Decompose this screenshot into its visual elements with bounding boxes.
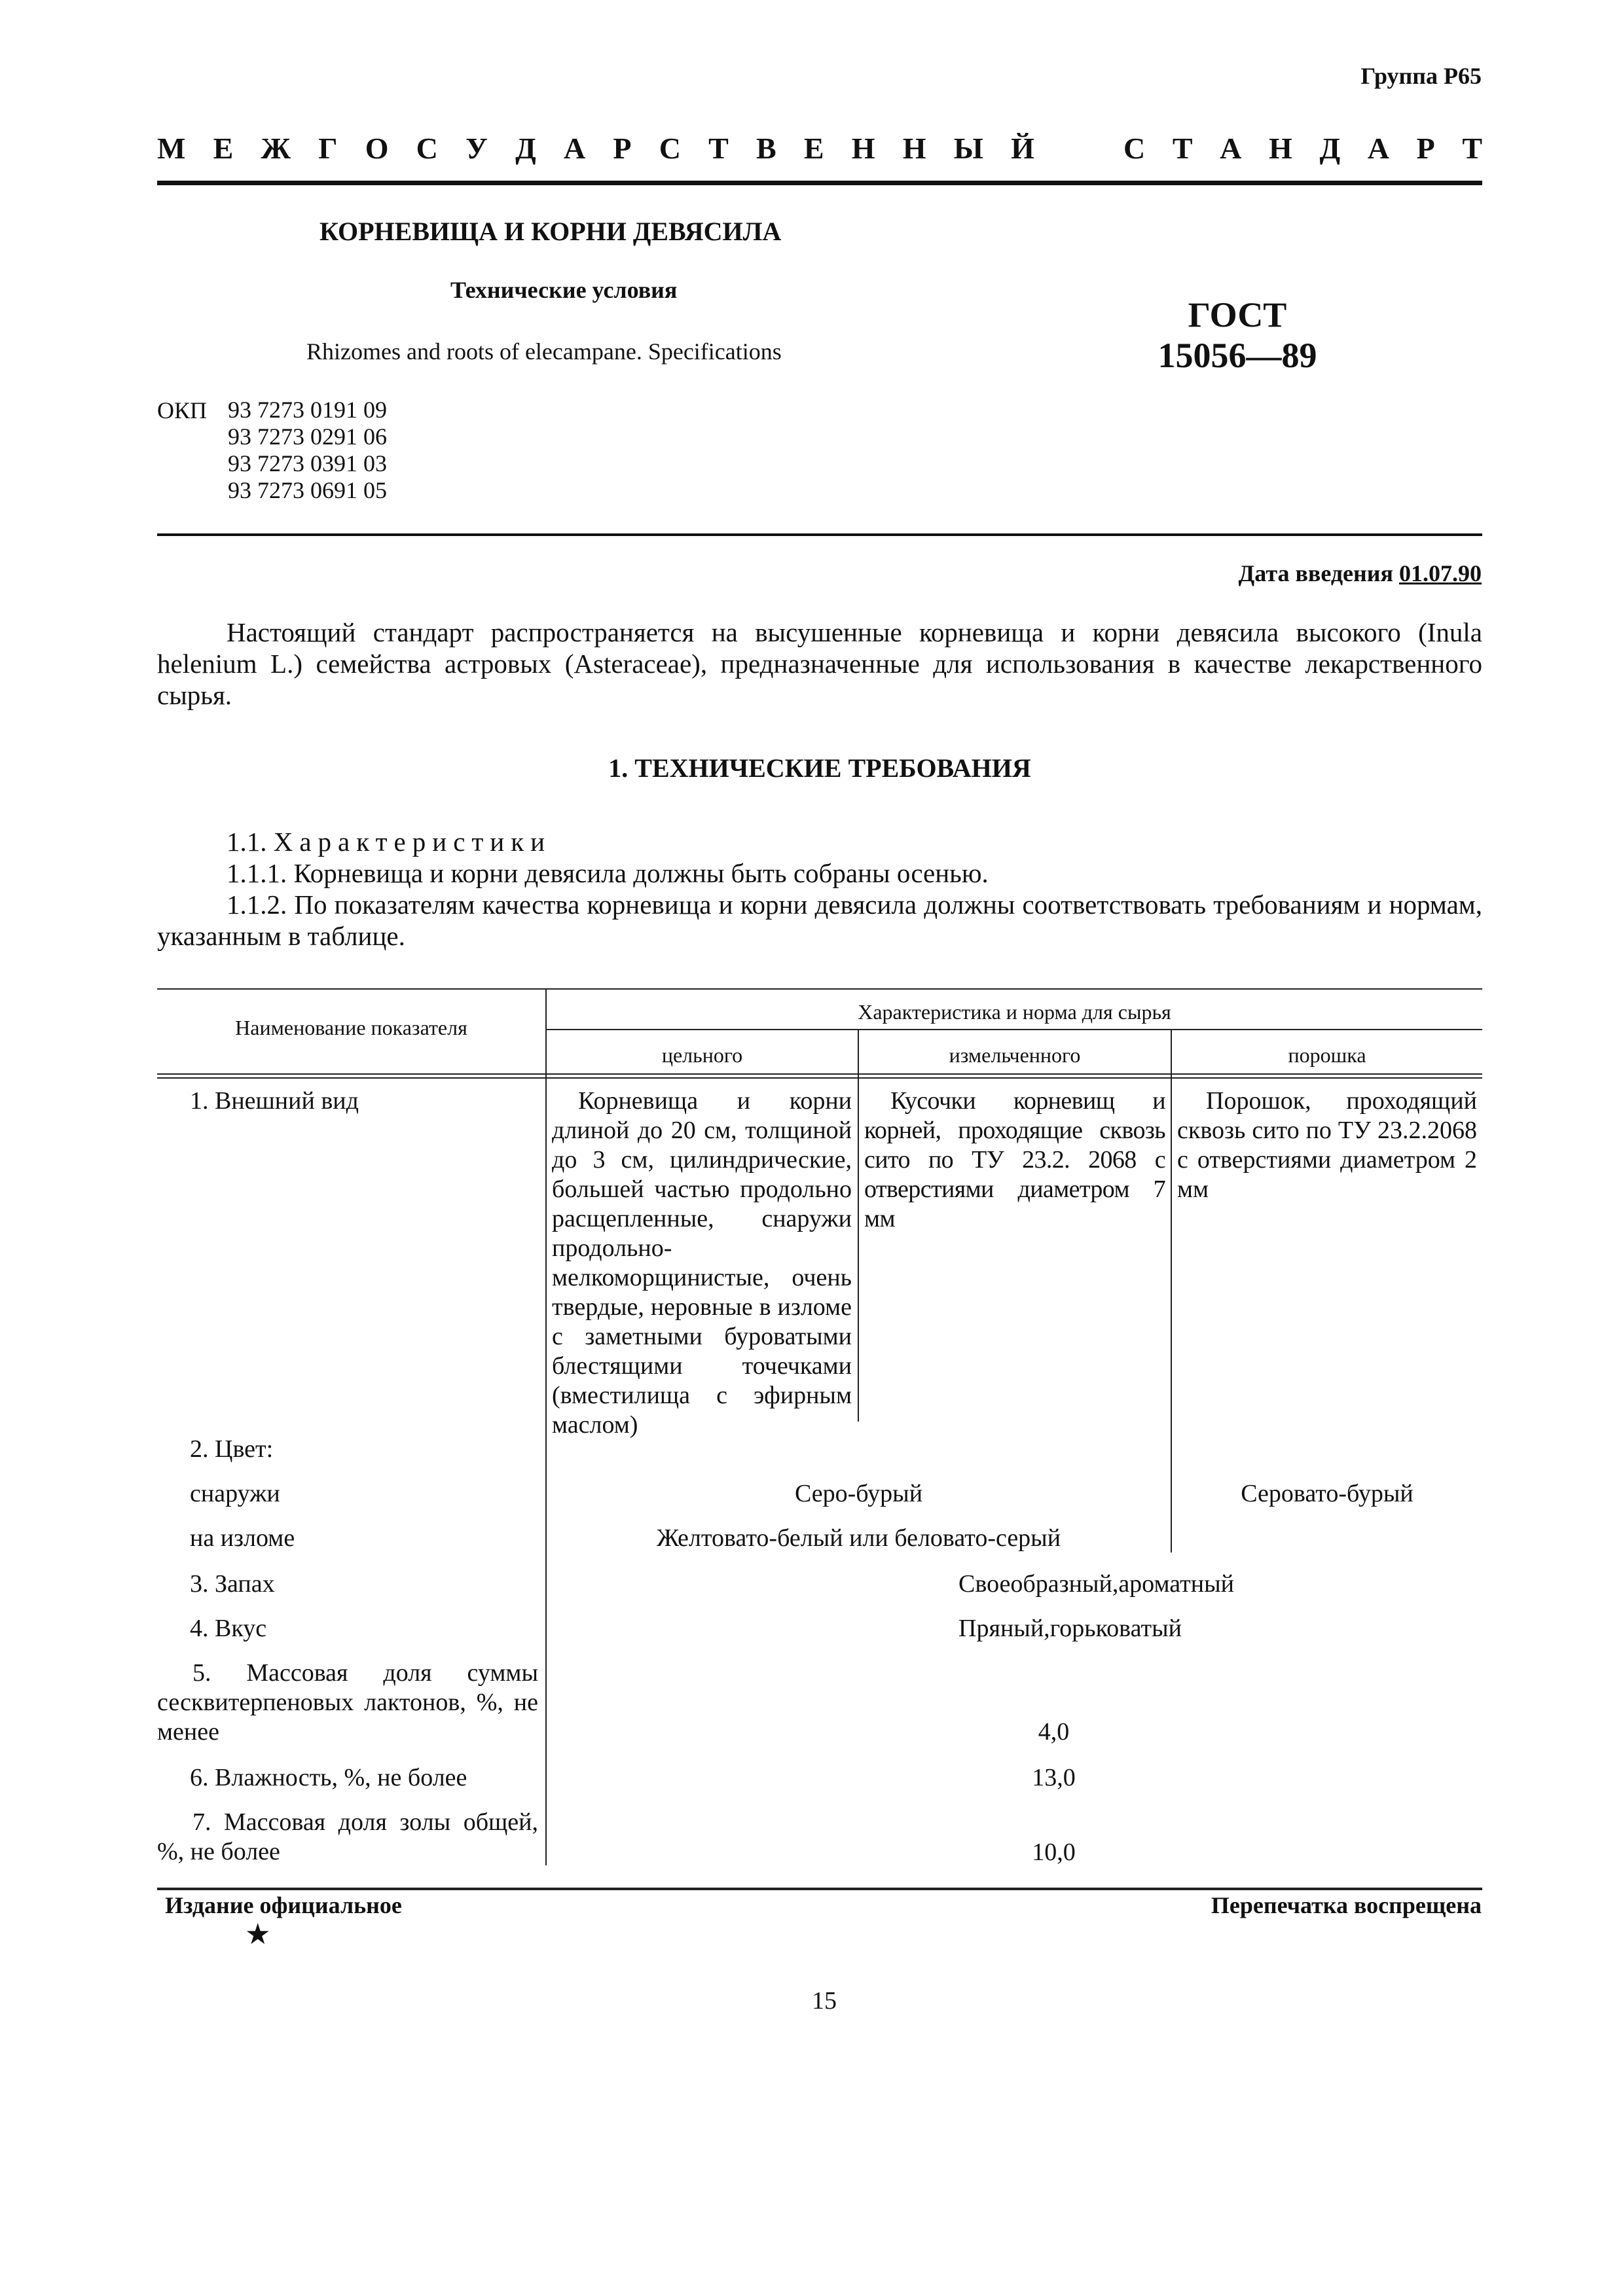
row-6-value: 13,0	[1032, 1764, 1076, 1791]
clause-1-1-title: Характеристики	[273, 827, 552, 857]
clause-1-1-number: 1.1.	[227, 827, 267, 857]
banner-letter: А	[563, 132, 586, 165]
banner-letter: В	[756, 132, 776, 165]
header-bottom-rule	[157, 533, 1482, 536]
banner-letter: С	[659, 132, 681, 165]
banner-letter: Е	[213, 132, 234, 165]
banner-letter: Н	[1269, 132, 1292, 165]
row-2b-name: на изломе	[190, 1524, 295, 1552]
table-header-rule	[157, 1073, 1482, 1075]
okp-code: 93 7273 0291 06	[228, 423, 387, 450]
row-2a-whole-cut: Серо-бурый	[794, 1480, 923, 1507]
banner-letter: М	[157, 132, 186, 165]
gost-number: 15056—89	[1158, 336, 1317, 375]
page-number: 15	[812, 1987, 837, 2015]
row-4-value: Пряный,горьковатый	[958, 1615, 1182, 1642]
row-2b-whole-cut: Желтовато-белый или беловато-серый	[656, 1524, 1061, 1552]
banner-letter: Р	[613, 132, 632, 165]
banner-letter: С	[1123, 132, 1146, 165]
banner-letter: Т	[708, 132, 729, 165]
clause-1-1-2: 1.1.2. По показателям качества корневища и корни девясила должны соответствовать требованиям и нормам, указанным в таблице.	[157, 889, 1482, 951]
reprint-prohibited: Перепечатка воспрещена	[1211, 1892, 1482, 1918]
banner-letter: С	[416, 132, 438, 165]
banner-letter: Г	[318, 132, 338, 165]
row-7-value: 10,0	[1032, 1839, 1076, 1866]
header-indicator-name: Наименование показателя	[235, 1016, 467, 1039]
banner-letter: Ж	[261, 132, 291, 165]
header-rule	[157, 181, 1482, 185]
banner-letter: Н	[851, 132, 875, 165]
banner-letter: У	[465, 132, 488, 165]
banner-letter: А	[1220, 132, 1242, 165]
banner-word-standard	[1123, 131, 1482, 166]
table-top-rule	[157, 988, 1482, 990]
table-vline-powder	[1171, 1029, 1172, 1552]
banner-letter: Е	[803, 132, 824, 165]
banner-letter: Н	[902, 132, 926, 165]
row-1-whole: Корневища и корни длиной до 20 см, толщиной до 3 см, цилиндрические, большей частью продольно расщепленные, снаружи продольно-мелкоморщинистые, очень твердые, неровные в изломе с заметными буроватыми блестящими точечками (вместилища с эфирным маслом)	[552, 1087, 852, 1439]
header-whole: цельного	[661, 1043, 743, 1067]
banner-letter: Д	[515, 132, 536, 165]
okp-label: ОКП	[157, 397, 208, 423]
header-group: Характеристика и норма для сырья	[858, 1000, 1171, 1024]
gost-label: ГОСТ	[1188, 295, 1287, 334]
header-powder: порошка	[1288, 1043, 1366, 1067]
okp-code: 93 7273 0391 03	[228, 450, 387, 476]
table-header-rule-double	[157, 1077, 1482, 1079]
group-code: Группа Р65	[1360, 63, 1482, 89]
english-title: Rhizomes and roots of elecampane. Specifications	[306, 338, 782, 365]
document-subtitle: Технические условия	[450, 277, 678, 303]
section-heading: 1. ТЕХНИЧЕСКИЕ ТРЕБОВАНИЯ	[608, 753, 1031, 783]
banner-letter: Т	[1462, 132, 1482, 165]
row-7-name: 7. Массовая доля золы общей, %, не более	[157, 1808, 538, 1865]
banner-letter: А	[1367, 132, 1389, 165]
date-label: Дата введения	[1238, 560, 1393, 586]
okp-code: 93 7273 0691 05	[228, 477, 387, 503]
clause-1-1	[157, 826, 1482, 857]
standard-banner	[157, 131, 1482, 166]
table-bottom-rule	[157, 1888, 1482, 1890]
okp-codes	[228, 397, 387, 504]
document-title: КОРНЕВИЩА И КОРНИ ДЕВЯСИЛА	[319, 217, 782, 246]
banner-letter: Й	[1011, 132, 1034, 165]
table-group-rule	[545, 1029, 1482, 1030]
date-value: 01.07.90	[1399, 560, 1482, 586]
row-1-cut: Кусочки корневищ и корней, проходящие сквозь сито по ТУ 23.2. 2068 с отверстиями диаметром 7 мм	[864, 1087, 1165, 1232]
row-1-name: 1. Внешний вид	[190, 1087, 359, 1115]
row-3-name: 3. Запах	[190, 1570, 275, 1598]
banner-letter: Т	[1172, 132, 1193, 165]
official-edition: Издание официальное	[165, 1892, 402, 1918]
table-vline-cut	[858, 1029, 859, 1422]
row-4-name: 4. Вкус	[190, 1615, 267, 1642]
banner-letter: Ы	[953, 132, 983, 165]
row-1-powder: Порошок, проходящий сквозь сито по ТУ 23.2.2068 с отверстиями диаметром 2 мм	[1177, 1087, 1477, 1203]
effective-date	[1239, 560, 1482, 587]
gost-designation	[1152, 295, 1322, 376]
banner-letter: О	[365, 132, 389, 165]
banner-letter: Д	[1319, 132, 1341, 165]
row-5-name: 5. Массовая доля суммы сесквитерпеновых лактонов, %, не менее	[157, 1659, 538, 1746]
row-2a-name: снаружи	[190, 1480, 280, 1507]
header-cut: измельченного	[949, 1043, 1081, 1067]
row-2-name: 2. Цвет:	[190, 1435, 274, 1463]
row-5-value: 4,0	[1038, 1718, 1070, 1746]
clause-1-1-1: 1.1.1. Корневища и корни девясила должны быть собраны осенью.	[227, 858, 989, 888]
okp-code: 93 7273 0191 09	[228, 397, 387, 423]
row-3-value: Своеобразный,ароматный	[958, 1570, 1234, 1598]
row-6-name: 6. Влажность, %, не более	[190, 1764, 467, 1791]
banner-word-interstate	[157, 131, 1034, 166]
intro-paragraph: Настоящий стандарт распространяется на высушенные корневища и корни девясила высокого (Inula helenium L.) семейства астровых (Asteraceae), предназначенные для использования в качестве лекарственного сырья.	[157, 617, 1482, 710]
row-2a-powder: Серовато-бурый	[1241, 1480, 1413, 1507]
banner-letter: Р	[1416, 132, 1435, 165]
star-icon: ★	[245, 1918, 271, 1950]
